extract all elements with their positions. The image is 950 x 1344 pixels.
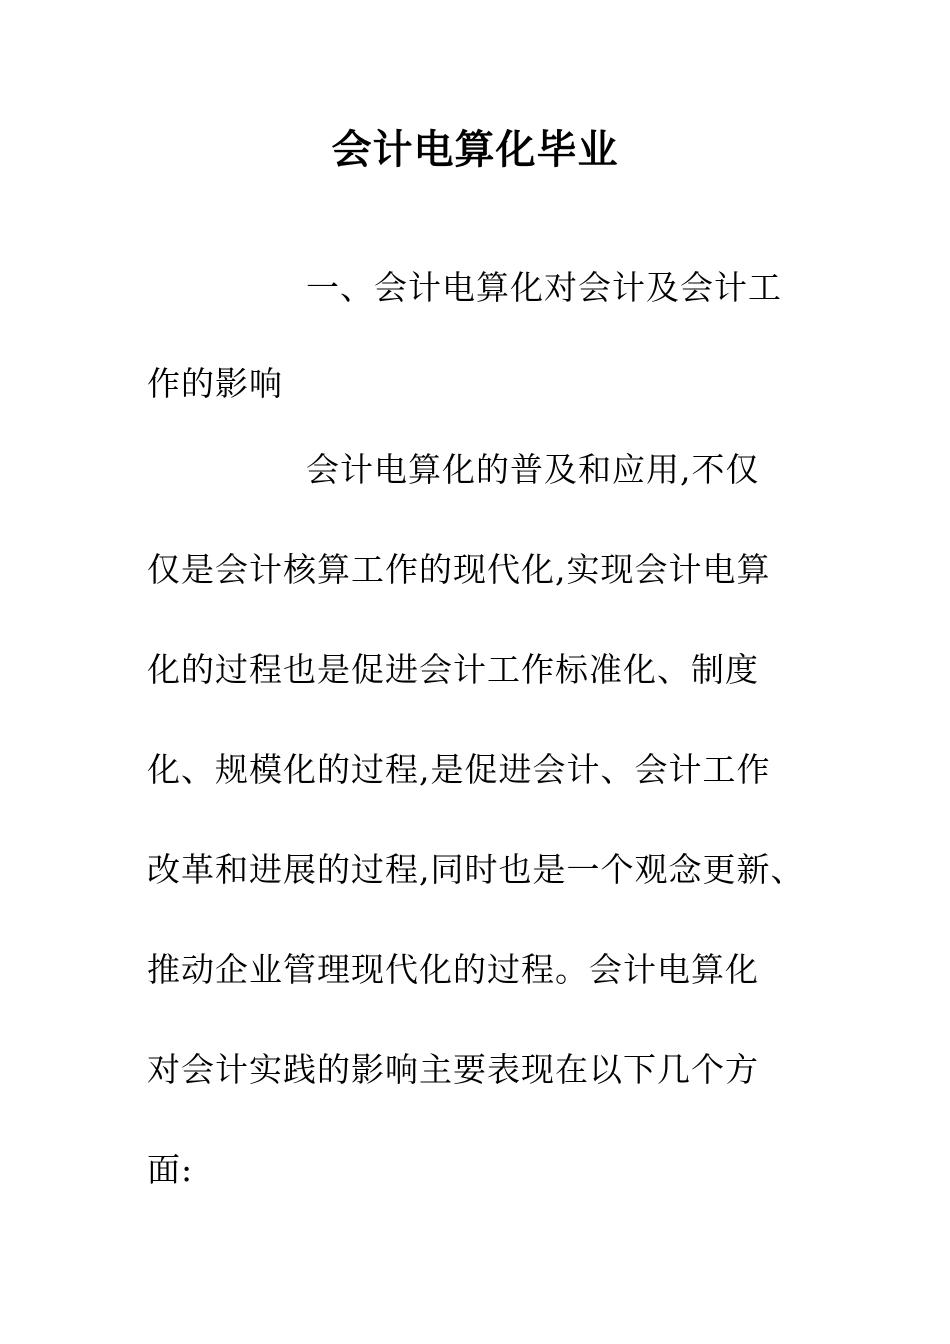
paragraph-line: 对会计实践的影响主要表现在以下几个方	[147, 1050, 759, 1089]
paragraph-line: 化、规模化的过程,是促进会计、会计工作	[147, 750, 771, 789]
section-heading-line-2: 作的影响	[147, 364, 283, 403]
document-title: 会计电算化毕业	[331, 127, 619, 173]
paragraph-line: 仅是会计核算工作的现代化,实现会计电算	[147, 550, 771, 589]
paragraph-line: 推动企业管理现代化的过程。会计电算化	[147, 950, 759, 989]
paragraph-line: 化的过程也是促进会计工作标准化、制度	[147, 650, 759, 689]
section-heading-line-1: 一、会计电算化对会计及会计工	[306, 268, 782, 307]
paragraph-line: 会计电算化的普及和应用,不仅	[306, 450, 760, 489]
paragraph-line: 改革和进展的过程,同时也是一个观念更新、	[147, 850, 805, 889]
paragraph-line: 面:	[147, 1150, 194, 1189]
